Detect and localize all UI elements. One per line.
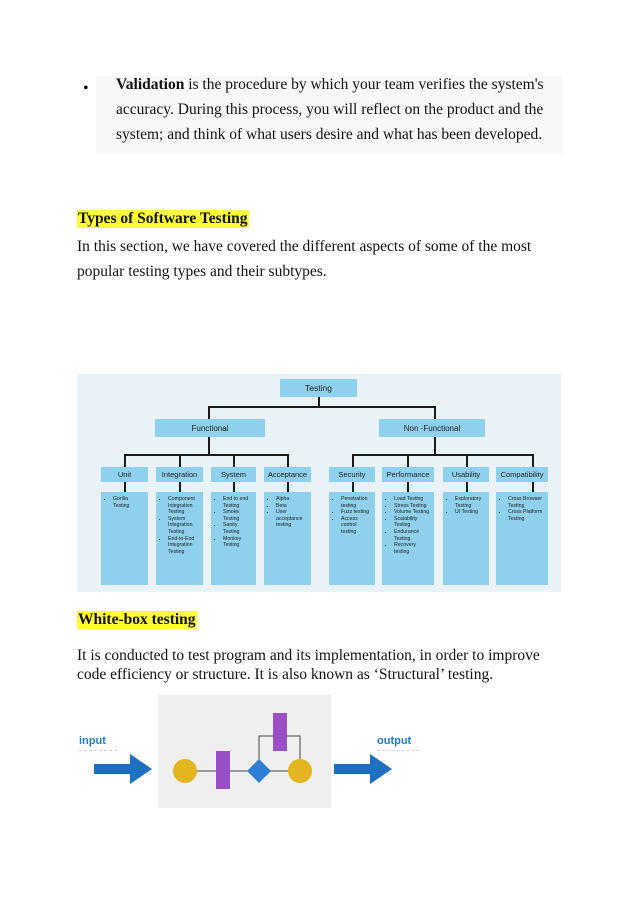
connector [179,482,181,492]
detail-item: • Gorilla Testing [113,496,145,509]
types-paragraph: In this section, we have covered the different aspects of some of the most popular testing types and their subtypes. [77,238,532,280]
connector [179,454,181,467]
output-arrow-icon [334,750,394,790]
testing-types-diagram [77,374,561,592]
connector [434,437,436,454]
connector [407,482,409,492]
detail-item: • End-to-End Integration Testing [168,536,200,556]
output-label: output [377,735,412,747]
connector [352,454,354,467]
detail-item: • Penetration testing [341,496,372,509]
detail-item: • Scalability Testing [394,516,431,529]
connector [532,482,534,492]
connector [466,482,468,492]
validation-text: is the procedure by which your team verifies the system's accuracy. During this process, you will reflect on the product and the system; and think of what users desire and what has been developed. [116,76,544,143]
detail-item: • Exploratory Testing [455,496,486,509]
detail-item: • User acceptance testing [276,509,308,529]
connector [208,406,210,419]
detail-performance [382,492,434,585]
category-integration: Integration [156,467,203,482]
detail-acceptance [264,492,311,585]
category-usability: Usability [443,467,489,482]
detail-item: • Fuzz testing [341,509,372,516]
connector [352,482,354,492]
validation-paragraph [116,72,561,147]
detail-item: • Volume Testing [394,509,431,516]
detail-item: • Access control testing [341,516,372,536]
detail-integration [156,492,203,585]
category-security: Security [329,467,375,482]
detail-item: • Smoke Testing [223,509,253,522]
detail-item: • End to end Testing [223,496,253,509]
connector [124,454,288,456]
detail-item: • Stress Testing [394,503,431,510]
detail-item: • Beta [276,503,308,510]
detail-item: • Alpha [276,496,308,503]
whitebox-panel [158,695,331,808]
detail-item: • UI Testing [455,509,486,516]
whitebox-flow-icon [158,695,331,808]
detail-item: • Recovery testing [394,542,431,555]
detail-item: • System Integration Testing [168,516,200,536]
category-system: System [211,467,256,482]
whitebox-paragraph: It is conducted to test program and its implementation, in order to improve code efficiency or structure. It is also known as ‘Structural’ testing. [77,647,540,683]
diagram-root: Testing [280,379,357,397]
detail-item: • Cross Browser Testing [508,496,545,509]
branch-non-functional: Non -Functional [379,419,485,437]
connector [124,482,126,492]
connector [434,406,436,419]
connector [532,454,534,467]
connector [287,482,289,492]
connector [208,406,435,408]
connector [352,454,533,456]
types-heading: Types of Software Testing [78,210,248,227]
category-acceptance: Acceptance [264,467,311,482]
detail-item: • Monkey Testing [223,536,253,549]
detail-security [329,492,375,585]
detail-item: • Sanity Testing [223,522,253,535]
detail-usability [443,492,489,585]
connector [407,454,409,467]
detail-item: • Cross Platform Testing [508,509,545,522]
category-compatibility: Compatibility [496,467,548,482]
bullet-dot: • [83,80,89,97]
category-unit: Unit [101,467,148,482]
branch-functional: Functional [155,419,265,437]
connector [124,454,126,467]
connector [233,454,235,467]
detail-item: • Component Integration Testing [168,496,200,516]
whitebox-heading: White-box testing [78,611,196,628]
input-label: input [79,735,106,747]
detail-compatibility [496,492,548,585]
connector [208,437,210,454]
detail-item: • Endurance Testing [394,529,431,542]
validation-term: Validation [116,76,185,93]
connector [466,454,468,467]
connector [233,482,235,492]
detail-system [211,492,256,585]
detail-item: • Load Testing [394,496,431,503]
category-performance: Performance [382,467,434,482]
detail-unit [101,492,148,585]
connector [287,454,289,467]
input-arrow-icon [94,750,154,790]
